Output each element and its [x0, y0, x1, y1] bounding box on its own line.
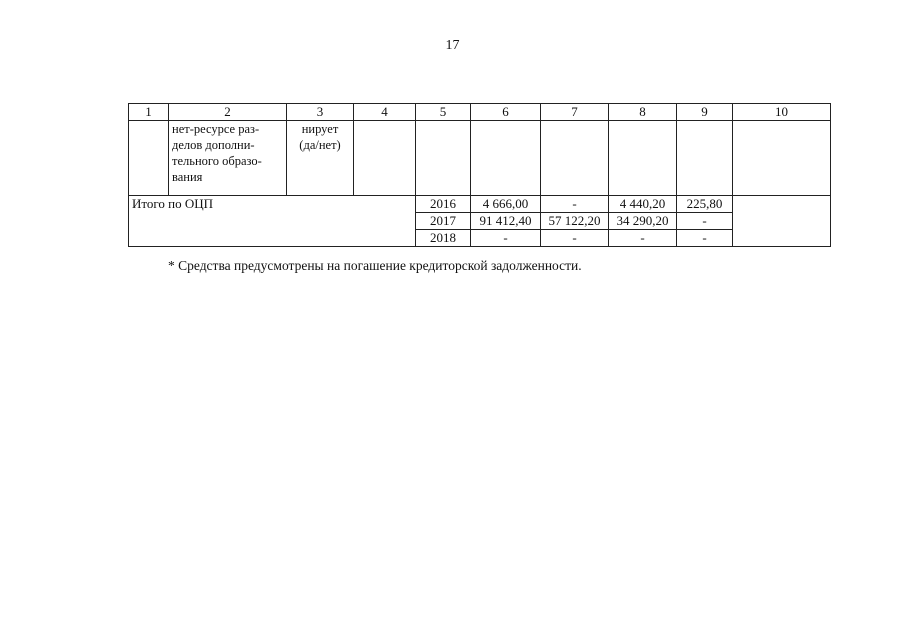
- header-cell: 5: [416, 104, 471, 121]
- table-cell: [354, 121, 416, 196]
- header-cell: 10: [733, 104, 831, 121]
- budget-table: [128, 103, 831, 247]
- value-cell: -: [609, 230, 677, 247]
- table-cell: [471, 121, 541, 196]
- year-cell: 2018: [416, 230, 471, 247]
- value-cell: 91 412,40: [471, 213, 541, 230]
- header-cell: 9: [677, 104, 733, 121]
- value-cell: -: [541, 196, 609, 213]
- value-cell: 4 440,20: [609, 196, 677, 213]
- footnote: * Средства предусмотрены на погашение кредиторской задолженности.: [168, 258, 582, 273]
- table-cell: [541, 121, 609, 196]
- header-cell: 2: [169, 104, 287, 121]
- text-line: тельного образо-: [172, 154, 262, 168]
- table-cell: [416, 121, 471, 196]
- table-cell: [609, 121, 677, 196]
- value-cell: -: [677, 213, 733, 230]
- header-cell: 1: [129, 104, 169, 121]
- total-label-cell: Итого по ОЦП: [129, 196, 416, 247]
- page-number: 17: [445, 38, 460, 53]
- header-cell: 3: [287, 104, 354, 121]
- value-cell: 225,80: [677, 196, 733, 213]
- text-line: вания: [172, 170, 203, 184]
- text-line: (да/нет): [299, 138, 341, 152]
- value-cell: -: [471, 230, 541, 247]
- value-cell: 4 666,00: [471, 196, 541, 213]
- value-cell: 57 122,20: [541, 213, 609, 230]
- header-cell: 7: [541, 104, 609, 121]
- text-line: делов дополни-: [172, 138, 255, 152]
- header-cell: 8: [609, 104, 677, 121]
- table-cell: [129, 121, 169, 196]
- total-row: [129, 196, 831, 213]
- value-cell: -: [677, 230, 733, 247]
- table-row: [129, 121, 831, 196]
- text-line: нирует: [301, 122, 339, 136]
- header-row: [129, 104, 831, 121]
- financing-flag-cell: [287, 121, 354, 196]
- year-cell: 2016: [416, 196, 471, 213]
- table-cell: [733, 196, 831, 247]
- table-cell: [733, 121, 831, 196]
- year-cell: 2017: [416, 213, 471, 230]
- header-cell: 6: [471, 104, 541, 121]
- value-cell: -: [541, 230, 609, 247]
- program-description-cell: [169, 121, 287, 196]
- header-cell: 4: [354, 104, 416, 121]
- text-line: нет-ресурсе раз-: [172, 122, 260, 136]
- value-cell: 34 290,20: [609, 213, 677, 230]
- table-cell: [677, 121, 733, 196]
